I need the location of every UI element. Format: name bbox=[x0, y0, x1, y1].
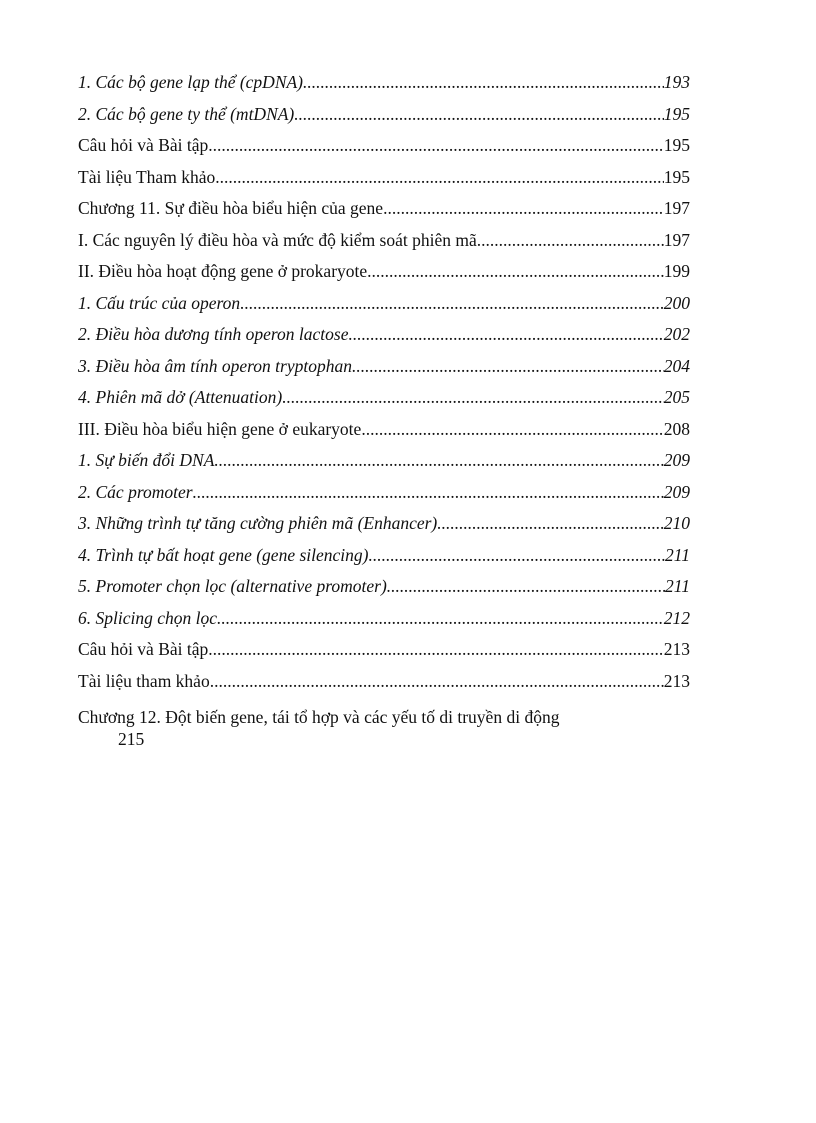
toc-dot-leader bbox=[368, 545, 665, 566]
toc-entry-page: 200 bbox=[663, 292, 690, 313]
toc-dot-leader bbox=[240, 293, 664, 314]
toc-entry bbox=[78, 639, 690, 671]
toc-entry-page: 195 bbox=[663, 103, 690, 124]
toc-entry-title: Tài liệu tham khảo bbox=[78, 670, 210, 691]
toc-entry-title: Câu hỏi và Bài tập bbox=[78, 639, 209, 659]
toc-entry-title: 2. Điều hòa dương tính operon lactose bbox=[78, 324, 349, 344]
toc-dot-leader bbox=[387, 576, 665, 597]
toc-entry-title: II. Điều hòa hoạt động gene ở prokaryote bbox=[78, 261, 368, 281]
toc-entry-title: 3. Những trình tự tăng cường phiên mã (Enhancer) bbox=[78, 513, 438, 533]
toc-entry-title: Tài liệu Tham khảo bbox=[78, 166, 216, 187]
toc-entry-title: 1. Cấu trúc của operon bbox=[78, 292, 241, 313]
toc-dot-leader bbox=[210, 671, 664, 692]
toc-dot-leader bbox=[437, 513, 663, 534]
toc-dot-leader bbox=[352, 356, 664, 377]
toc-entry-title: 3. Điều hòa âm tính operon tryptophan bbox=[78, 355, 352, 376]
toc-entry-title: Chương 12. Đột biến gene, tái tổ hợp và các yếu tố di truyền di động bbox=[78, 707, 560, 727]
toc-entry-page: 193 bbox=[663, 72, 690, 92]
toc-dot-leader bbox=[214, 450, 663, 471]
toc-dot-leader bbox=[217, 608, 664, 629]
toc-entry-page: 197 bbox=[663, 198, 690, 218]
toc-entry bbox=[78, 72, 690, 104]
toc-entry bbox=[78, 261, 690, 293]
toc-entry-page: 211 bbox=[665, 544, 690, 565]
toc-entry bbox=[78, 387, 690, 419]
toc-entry-page: 213 bbox=[663, 670, 690, 691]
toc-entry-page: 209 bbox=[663, 481, 690, 502]
toc-entry-page: 204 bbox=[663, 355, 690, 376]
toc-entry bbox=[78, 356, 690, 388]
toc-entry-page: 195 bbox=[663, 166, 690, 187]
toc-entry-title: Câu hỏi và Bài tập bbox=[78, 135, 209, 155]
toc-entry bbox=[78, 293, 690, 325]
toc-entry-title: 6. Splicing chọn lọc bbox=[78, 607, 218, 628]
toc-entry-page: 208 bbox=[663, 418, 690, 439]
toc-entry-page: 195 bbox=[663, 135, 690, 155]
toc-list bbox=[78, 72, 690, 702]
toc-dot-leader bbox=[349, 324, 664, 345]
toc-dot-leader bbox=[282, 387, 664, 408]
toc-dot-leader bbox=[294, 104, 663, 125]
toc-entry-page: 211 bbox=[665, 576, 690, 596]
toc-entry-title: 1. Các bộ gene lạp thể (cpDNA) bbox=[78, 72, 304, 92]
toc-entry-page: 215 bbox=[118, 729, 145, 749]
toc-entry-page: 205 bbox=[663, 387, 690, 407]
toc-entry bbox=[78, 135, 690, 167]
toc-entry-title: 1. Sự biến đổi DNA bbox=[78, 450, 215, 470]
toc-entry-page: 209 bbox=[663, 450, 690, 470]
toc-entry bbox=[78, 545, 690, 577]
toc-entry bbox=[78, 104, 690, 136]
table-of-contents bbox=[78, 72, 690, 750]
toc-entry-title: 4. Trình tự bất hoạt gene (gene silencing) bbox=[78, 544, 369, 565]
toc-entry bbox=[78, 482, 690, 514]
toc-dot-leader bbox=[303, 72, 664, 93]
toc-entry bbox=[78, 576, 690, 608]
toc-entry bbox=[78, 324, 690, 356]
toc-entry-page: 212 bbox=[663, 607, 690, 628]
toc-entry bbox=[78, 671, 690, 703]
toc-dot-leader bbox=[208, 639, 663, 660]
toc-entry bbox=[78, 167, 690, 199]
toc-entry-title: 2. Các bộ gene ty thể (mtDNA) bbox=[78, 103, 295, 124]
toc-entry-title: III. Điều hòa biểu hiện gene ở eukaryote bbox=[78, 418, 362, 439]
toc-entry-title: 4. Phiên mã dở (Attenuation) bbox=[78, 387, 283, 407]
toc-dot-leader bbox=[208, 135, 663, 156]
toc-entry bbox=[78, 198, 690, 230]
toc-entry-page: 197 bbox=[663, 229, 690, 250]
toc-entry-page: 202 bbox=[663, 324, 690, 344]
toc-dot-leader bbox=[477, 230, 664, 251]
toc-entry-title: I. Các nguyên lý điều hòa và mức độ kiểm soát phiên mã bbox=[78, 229, 477, 250]
toc-entry-title: Chương 11. Sự điều hòa biểu hiện của gene bbox=[78, 198, 384, 218]
toc-entry-title: 5. Promoter chọn lọc (alternative promoter) bbox=[78, 576, 387, 596]
toc-entry bbox=[78, 608, 690, 640]
toc-entry-page: 199 bbox=[663, 261, 690, 281]
toc-dot-leader bbox=[367, 261, 664, 282]
toc-entry-title: 2. Các promoter bbox=[78, 481, 193, 502]
toc-entry-page: 210 bbox=[663, 513, 690, 533]
toc-entry bbox=[78, 419, 690, 451]
toc-entry-wrapped bbox=[78, 706, 690, 750]
toc-entry bbox=[78, 230, 690, 262]
toc-dot-leader bbox=[215, 167, 664, 188]
toc-entry-page: 213 bbox=[663, 639, 690, 659]
toc-entry bbox=[78, 513, 690, 545]
toc-dot-leader bbox=[193, 482, 664, 503]
toc-dot-leader bbox=[383, 198, 664, 219]
toc-entry bbox=[78, 450, 690, 482]
toc-dot-leader bbox=[361, 419, 663, 440]
